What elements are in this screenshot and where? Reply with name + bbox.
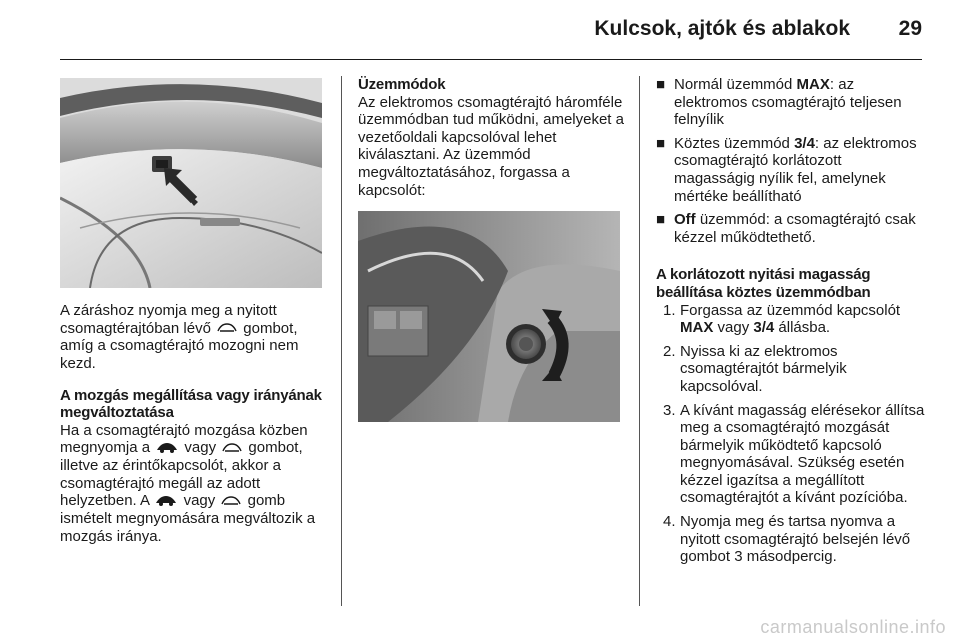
subhead-stop-direction: A mozgás megállítása vagy irányának megváltoztatása <box>60 386 322 422</box>
step-text-pre: A kívánt magasság elérésekor állítsa meg a csomagtérajtó mozgását bármelyik működtető kapcsoló megnyomásával. Szükség esetén kézzel igazítsa a megállított csomagtérajtót a kívánt pozícióba. <box>680 401 925 507</box>
close-text-b: gombot, amíg a csomagtérajtó mozogni nem kezd. <box>60 319 299 373</box>
column-2 <box>358 76 628 213</box>
car-key-icon <box>156 440 178 458</box>
step-number: 2. <box>663 342 676 360</box>
tailgate-icon-2 <box>221 493 241 511</box>
step-text-pre: Nyissa ki az elektromos csomagtérajtót bármelyik kapcsolóval. <box>680 342 847 395</box>
stop-text-c: gombot, illetve az érintőkapcsolót, akkor a csomagtérajtó megáll az adott helyzetben. A <box>60 439 303 510</box>
column-separator-1 <box>341 76 342 606</box>
bullet-text-bold: MAX <box>796 76 830 93</box>
door-panel-illustration <box>358 211 620 422</box>
paragraph-modes: Az elektromos csomagtérajtó háromféle üzemmódban tud működni, amelyeket a vezetőoldali kapcsolóval lehet kiválasztani. Az üzemmód megváltoztatásához, forgassa a kapcsolót: <box>358 93 624 199</box>
column-1 <box>60 302 330 559</box>
bullet-text-post: : az elektromos csomagtérajtó korlátozott magasságig nyílik fel, amelynek mértéke beállítható <box>674 134 917 205</box>
step-item <box>656 343 926 396</box>
step-number: 1. <box>663 301 676 319</box>
header-rule <box>60 59 922 60</box>
step-number: 3. <box>663 401 676 419</box>
stop-text-d: vagy <box>183 492 216 510</box>
bullet-text-bold: 3/4 <box>794 134 815 152</box>
stop-text-b: vagy <box>184 439 217 457</box>
stop-text-a: Ha a csomagtérajtó mozgása közben megnyomja a <box>60 421 308 457</box>
step-text-bold-2: 3/4 <box>753 319 775 337</box>
mode-bullet-item <box>656 76 926 129</box>
column-separator-2 <box>639 76 640 606</box>
bullet-mark: ■ <box>656 134 666 152</box>
subhead-limited-height: A korlátozott nyitási magasság beállítása köztes üzemmódban <box>656 266 871 301</box>
step-text-bold-1: MAX <box>680 319 714 337</box>
subhead-modes: Üzemmódok <box>358 76 446 93</box>
step-number: 4. <box>663 513 676 531</box>
tailgate-illustration <box>60 78 322 288</box>
mode-bullet-item <box>656 211 926 246</box>
stop-text-e: gomb ismételt megnyomására megváltozik a mozgás iránya. <box>60 492 316 545</box>
mode-bullet-list <box>656 76 926 246</box>
bullet-text-post: üzemmód: a csomagtérajtó csak kézzel működtethető. <box>674 211 916 246</box>
step-item <box>656 402 926 508</box>
paragraph-close-instructions <box>60 302 330 373</box>
step-text-pre: Nyomja meg és tartsa nyomva a nyitott csomagtérajtó belsején lévő gombot 3 másodpercig. <box>680 513 911 566</box>
page-header-title: Kulcsok, ajtók és ablakok <box>594 17 850 40</box>
mode-bullet-item <box>656 135 926 205</box>
bullet-text-pre: Normál üzemmód <box>674 76 797 93</box>
step-text-mid: vagy <box>713 319 754 337</box>
column-3 <box>656 76 926 572</box>
tailgate-button-photo <box>60 78 322 288</box>
bullet-text-pre: Köztes üzemmód <box>674 134 795 152</box>
tailgate-close-icon <box>217 320 237 338</box>
steps-list <box>656 302 926 566</box>
watermark: carmanualsonline.info <box>760 617 946 637</box>
tailgate-icon <box>222 440 242 458</box>
paragraph-stop-instructions <box>60 422 330 546</box>
page-number: 29 <box>898 17 922 40</box>
bullet-mark: ■ <box>656 76 666 93</box>
car-key-icon-2 <box>155 493 177 511</box>
bullet-text-bold: Off <box>674 211 696 229</box>
mode-switch-photo <box>358 211 620 422</box>
step-text-post: állásba. <box>774 319 831 337</box>
bullet-mark: ■ <box>656 211 666 229</box>
close-text-a: A záráshoz nyomja meg a nyitott csomagtérajtóban lévő <box>60 302 277 337</box>
step-item <box>656 302 926 337</box>
bullet-text-post: : az elektromos csomagtérajtó teljesen felnyílik <box>674 76 902 129</box>
step-item <box>656 513 926 566</box>
step-text-pre: Forgassa az üzemmód kapcsolót <box>680 301 901 319</box>
